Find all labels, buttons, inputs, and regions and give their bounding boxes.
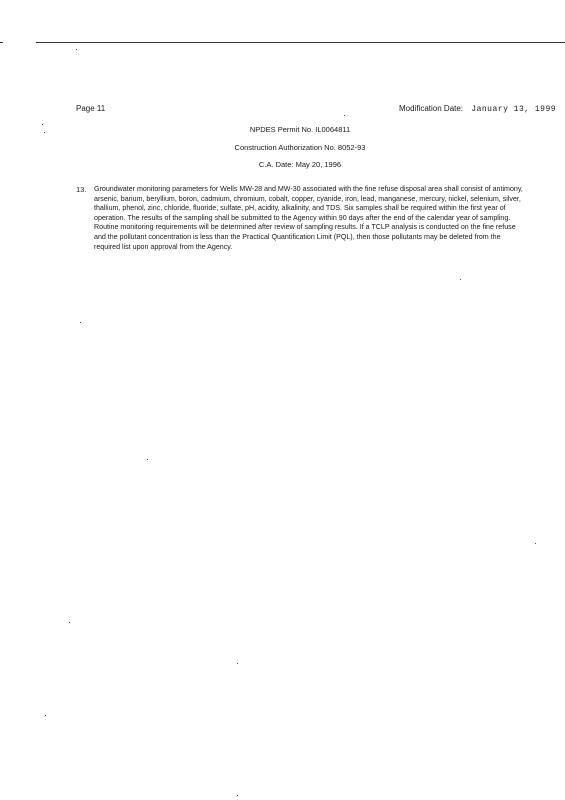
top-rule: [36, 42, 565, 43]
modification-date-header: [399, 104, 556, 114]
condition-number: 13.: [76, 185, 87, 194]
condition-text: Groundwater monitoring parameters for Wells MW-28 and MW-30 associated with the fine refuse disposal area shall consist of antimony, arsenic, barium, beryllium, boron, cadmium, chromium, cobalt, copper, cyanide, iron, lead, manganese, mercury, nickel, selenium, silver, thallium, phenol, zinc, chloride, fluoride, sulfate, pH, acidity, alkalinity, and TDS. Six samples shall be required within the first year of operation. The results of the sampling shall be submitted to the Agency within 90 days after the end of the calendar year of sampling. Routine monitoring requirements will be determined after review of sampling results. If a TCLP analysis is conducted on the fine refuse and the pollutant concentration is less than the Practical Quantification Limit (PQL), then those pollutants may be deleted from the required list upon approval from the Agency.: [94, 185, 523, 251]
scan-speck: [535, 543, 536, 544]
scan-speck: [80, 322, 81, 323]
permit-number: NPDES Permit No. IL0064811: [249, 125, 351, 134]
scan-speck: [69, 622, 70, 623]
scan-speck: [42, 124, 43, 125]
scan-speck: [76, 49, 77, 50]
modification-date-value: January 13, 1999: [471, 105, 557, 114]
construction-authorization: Construction Authorization No. 8052-93: [234, 143, 366, 152]
scan-speck: [237, 663, 238, 664]
scan-speck: [344, 115, 345, 116]
scan-speck: [147, 459, 148, 460]
scan-speck: [45, 715, 46, 716]
scan-speck: [460, 279, 461, 280]
scan-speck: [44, 132, 45, 133]
ca-date: C.A. Date: May 20, 1996: [258, 160, 342, 169]
page-number: Page 11: [76, 104, 106, 113]
scan-speck: [237, 795, 238, 796]
edge-mark: [0, 42, 3, 43]
modification-date-label: Modification Date:: [399, 104, 464, 113]
